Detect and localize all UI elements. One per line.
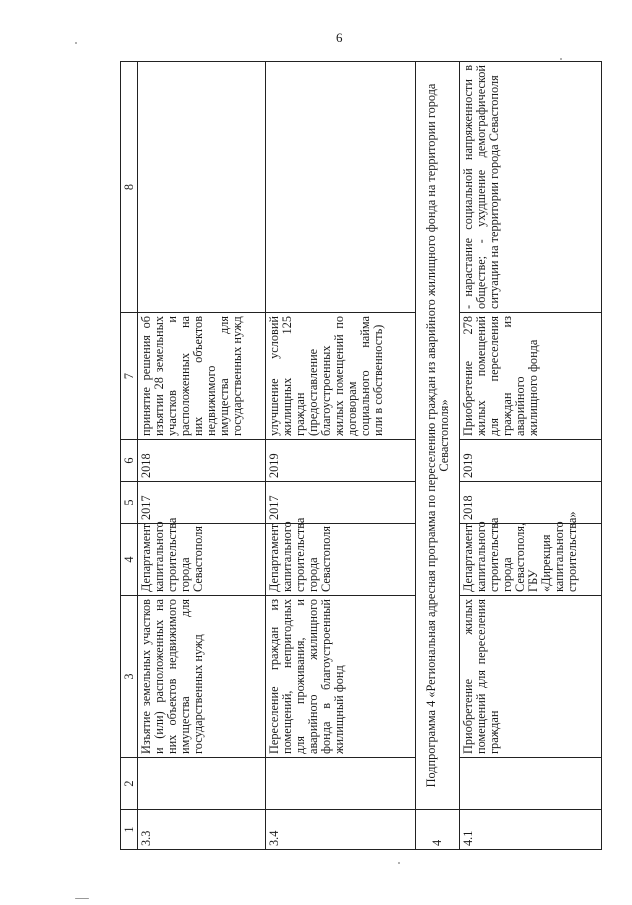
row-number: 4.1 [460,810,602,850]
start-year-cell: 2018 [460,482,602,524]
executor-cell: Департамент капитального строительства города Севастополя [138,524,266,596]
header-cell: 7 [121,313,138,440]
header-cell: 3 [121,596,138,758]
measure-cell: Изъятие земельных участков и (или) расположенных на них объектов недвижимого имущества для государственных нужд [138,596,266,758]
header-cell: 4 [121,524,138,596]
result-cell: улучшение условий жилищных 125 граждан (предоставление благоустроенных жилых помещений по договорам социального найма или в собственность) [266,313,416,440]
executor-cell: Департамент капитального строительства города Севастополя [266,524,416,596]
header-cell: 5 [121,482,138,524]
end-year-cell: 2018 [138,440,266,482]
row-col2 [266,758,416,810]
row-number: 3.4 [266,810,416,850]
row-number: 3.3 [138,810,266,850]
row-col2 [460,758,602,810]
consequence-cell [138,62,266,313]
result-cell: принятие решения об изъятии 28 земельных участков и расположенных на них объектов недвижимого имущества для государственных нужд [138,313,266,440]
rotated-table-frame [120,62,602,850]
header-cell: 6 [121,440,138,482]
subprogram-number: 4 [416,810,460,850]
header-row [121,62,138,850]
consequence-cell [266,62,416,313]
executor-cell: Департамент капитального строительства города Севастополя, ГБУ «Дирекция капитального строительства» [460,524,602,596]
scan-speck [560,58,562,60]
row-col2 [138,758,266,810]
measure-cell: Переселение граждан из помещений, непригодных для проживания, и аварийного жилищного фонда в благоустроенный жилищный фонд [266,596,416,758]
header-cell: 2 [121,758,138,810]
consequence-cell: - нарастание социальной напряженности в обществе; - ухудшение демографической ситуации на территории города Севастополя [460,62,602,313]
scan-speck [398,862,400,864]
subprogram-title: Подпрограмма 4 «Региональная адресная программа по переселению граждан из аварийного жилищного фонда на территории города Севастополя» [416,62,460,810]
scan-speck [75,42,77,44]
end-year-cell: 2019 [266,440,416,482]
end-year-cell: 2019 [460,440,602,482]
result-cell: Приобретение 278 жилых помещений для переселения граждан из аварийного жилищного фонда [460,313,602,440]
page-number: 6 [336,30,343,45]
start-year-cell: 2017 [138,482,266,524]
header-cell: 1 [121,810,138,850]
subprogram-row [416,62,460,850]
table-row [460,62,602,850]
rotated-table-wrapper [120,62,602,850]
program-measures-table [120,61,602,850]
table-row [266,62,416,850]
measure-cell: Приобретение жилых помещений для переселения граждан [460,596,602,758]
table-row [138,62,266,850]
start-year-cell: 2017 [266,482,416,524]
scan-speck [75,898,89,899]
header-cell: 8 [121,62,138,313]
